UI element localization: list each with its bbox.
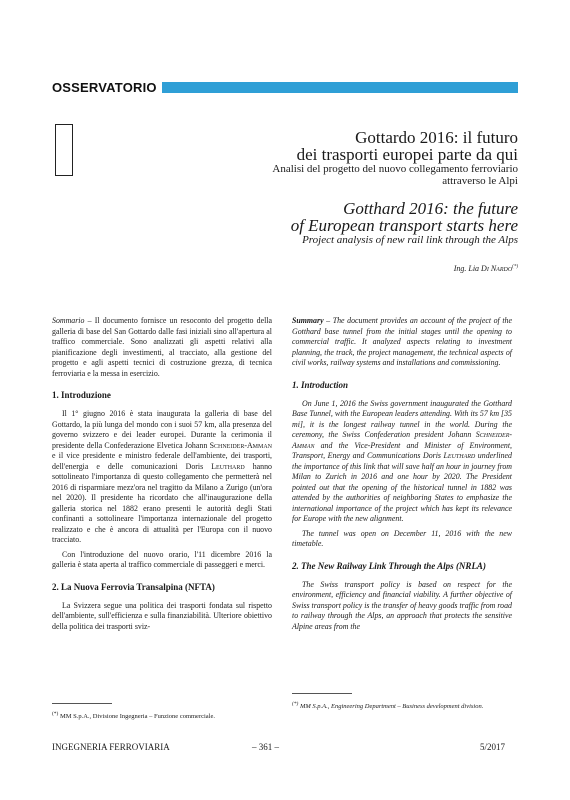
italian-p1-name-2: Leuthard xyxy=(211,461,245,471)
right-footnote-text: MM S.p.A., Engineering Department – Business development division. xyxy=(299,703,484,711)
italian-p1-name-1: Schneider-Amman xyxy=(209,440,272,450)
italian-paragraph-3: La Svizzera segue una politica dei trasporti fondata sul rispetto dell'ambiente, sull'efficienza e sulla finanziabilità. Ulteriore obiettivo della politica dei trasporti sviz- xyxy=(52,600,272,631)
english-p1-part-a: On June 1, 2016 the Swiss government inaugurated the Gotthard Base Tunnel, with the European leaders attending. With its 57 km [35 mi], it is the longest railway tunnel in the world. During the ceremony, the Swiss Confederation president Johann xyxy=(292,398,512,439)
footer-page-number: – 361 – xyxy=(252,742,279,752)
left-footnote-rule xyxy=(52,703,112,704)
italian-heading-1: 1. Introduzione xyxy=(52,390,111,400)
right-footnote xyxy=(292,700,518,711)
italian-paragraph-1 xyxy=(52,409,272,546)
english-summary-label: Summary xyxy=(292,316,324,325)
italian-title-line1: Gottardo 2016: il futuro xyxy=(355,128,518,147)
author-footnote-mark: (*) xyxy=(512,264,518,270)
english-paragraph-1 xyxy=(292,399,512,525)
italian-p1-part-a: Il 1° giugno 2016 è stata inaugurata la galleria di base del Gottardo, la più lunga del mondo con i suoi 57 km, alla presenza del governo svizzero e dei leader europei. Durante la cerimonia il presidente della Confederazione Elvetica Johann xyxy=(52,409,272,450)
title-frame-box xyxy=(55,124,73,176)
italian-subtitle-line1: Analisi del progetto del nuovo collegamento ferroviario xyxy=(272,163,518,175)
footer-journal-name: INGEGNERIA FERROVIARIA xyxy=(52,742,170,752)
italian-summary xyxy=(52,316,272,379)
italian-p1-part-b: e il vice presidente e ministro federale dell'ambiente, dei trasporti, dell'energia e delle comunicazioni Doris xyxy=(52,451,272,471)
english-paragraph-3: The Swiss transport policy is based on respect for the environment, efficiency and financial viability. A further objective of Swiss transport policy is the transfer of heavy goods traffic from road to railway through the Alps, an approach that protects the sensitive Alpine areas from the xyxy=(292,579,512,631)
english-p1-part-c: underlined the importance of this link that will save half an hour in journey from Milan to Zurich in 2016 and one hour by 2020. The President pointed out that the opening of the historical tunnel in 1882 was attended by the authorities of neighboring States to emphasize the international importance of the project which has kept its relevance for Europe with the new alignment. xyxy=(292,451,512,523)
italian-p1-part-c: hanno sottolineato l'importanza di questo collegamento che permetterà nel 2016 di risparmiare mezz'ora nel tragitto da Milano a Zurigo (un'ora nel 2020). Il presidente ha ricordato che all'inaugurazione della galleria storica nel 1882 erano presenti le autorità degli Stati confinanti a sottolineare l'importanza internazionale del progetto realizzato e che è ancora di attualità per l'Europa con il nuovo tracciato. xyxy=(52,461,272,544)
english-p1-name-1: Schneider-Amman xyxy=(292,430,512,450)
english-heading-2: 2. The New Railway Link Through the Alps (NRLA) xyxy=(292,560,486,571)
italian-heading-2: 2. La Nuova Ferrovia Transalpina (NFTA) xyxy=(52,581,215,592)
english-title-line2: of European transport starts here xyxy=(290,216,518,235)
english-p1-part-b: and the Vice-President and Minister of Environment, Transport, Energy and Communications Doris xyxy=(292,440,512,460)
left-footnote xyxy=(52,710,278,721)
english-summary-text: – The document provides an account of the project of the Gotthard base tunnel from the initial stages until the opening to commercial traffic. It analyzed aspects relating to investment planning, the track, the project management, the technical aspects of civil works, railway systems and installations and commissioning. xyxy=(292,316,512,367)
italian-title-block xyxy=(138,129,518,187)
section-label: OSSERVATORIO xyxy=(52,80,157,95)
english-title-line1: Gotthard 2016: the future xyxy=(343,199,518,218)
section-accent-bar xyxy=(162,82,518,93)
english-p1-name-2: Leuthard xyxy=(443,451,476,460)
left-footnote-text: MM S.p.A., Divisione Ingegneria – Funzione commerciale. xyxy=(59,713,216,721)
right-footnote-rule xyxy=(292,693,352,694)
italian-paragraph-2: Con l'introduzione del nuovo orario, l'11 dicembre 2016 la galleria è stata aperta al traffico commerciale di passeggeri e merci. xyxy=(52,549,272,569)
english-paragraph-2: The tunnel was open on December 11, 2016 with the new timetable. xyxy=(292,528,512,548)
author-surname: Di Nardo xyxy=(481,264,513,273)
author-line xyxy=(454,264,518,273)
italian-subtitle-line2: attraverso le Alpi xyxy=(442,175,518,187)
italian-summary-label: Sommario xyxy=(52,316,85,325)
english-heading-1: 1. Introduction xyxy=(292,379,349,390)
left-footnote-mark: (*) xyxy=(52,711,59,717)
footer-issue: 5/2017 xyxy=(480,742,506,752)
italian-summary-text: – Il documento fornisce un resoconto del progetto della galleria di base del San Gottardo dalle fasi iniziali sino all'apertura al traffico commerciale. Sono analizzati gli aspetti relativi alla pianificazione degli investimenti, al tracciato, alla gestione del progetto e agli aspetti tecnici di costruzione grezza, di tecnica ferroviaria e la messa in esercizio. xyxy=(52,316,272,378)
english-column xyxy=(292,316,512,636)
italian-title-line2: dei trasporti europei parte da qui xyxy=(296,145,518,164)
english-title-block xyxy=(138,200,518,247)
author-prefix: Ing. Lia xyxy=(453,264,482,273)
english-subtitle: Project analysis of new rail link through the Alps xyxy=(302,234,518,246)
right-footnote-mark: (*) xyxy=(292,701,299,707)
english-summary xyxy=(292,316,512,369)
italian-column xyxy=(52,316,272,636)
